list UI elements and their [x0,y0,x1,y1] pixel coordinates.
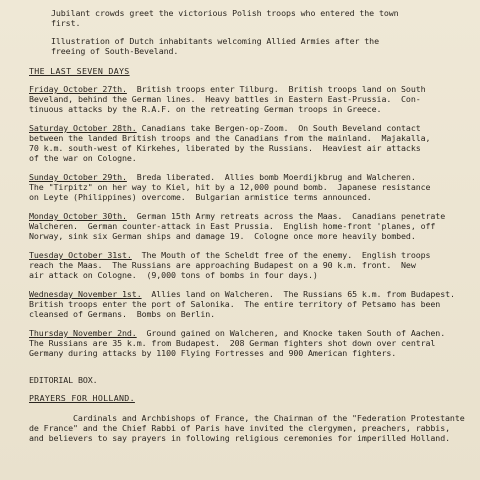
entry-date: Tuesday October 31st. [29,250,132,260]
entry-date: Sunday October 29th. [29,172,127,182]
paragraph-line: and believers to say prayers in following religious ceremonies for imperilled Holland. [29,433,450,443]
entry-text: of the war on Cologne. [29,153,137,163]
caption-line: Jubilant crowds greet the victorious Polish troops who entered the town [51,8,399,18]
entry-text: cleansed of Germans. Bombs on Berlin. [29,309,216,319]
paragraph-line: de France" and the Chief Rabbi of Paris have invited the clergymen, preachers, rabbis, [29,423,450,433]
entry-monday [29,211,469,241]
photo-caption-2 [29,36,469,56]
entry-text: on Leyte (Philippines) overcome. Bulgarian armistice terms announced. [29,192,372,202]
entry-sunday [29,172,469,202]
entry-text: air attack on Cologne. (9,000 tons of bombs in four days.) [29,270,318,280]
entry-text: Walcheren. German counter-attack in East Prussia. English home-front 'planes, off [29,221,436,231]
entry-text: Breda liberated. Allies bomb Moerdijkbrug and Walcheren. [126,172,416,182]
entry-text: Beveland, behind the German lines. Heavy battles in Eastern East-Prussia. Con- [29,94,421,104]
newsletter-text [29,8,469,443]
caption-line: freeing of South-Beveland. [51,46,179,56]
entry-date: Friday October 27th. [29,84,127,94]
entry-text: British troops enter the port of Salonika. The entire territory of Petsamo has been [29,299,441,309]
photo-caption-1 [29,8,469,28]
editorial-box-heading: EDITORIAL BOX. [29,375,98,385]
entry-date: Wednesday November 1st. [29,289,142,299]
entry-text: between the landed British troops and the Canadians from the mainland. Majakalla, [29,133,431,143]
entry-saturday [29,123,469,163]
entry-text: British troops enter Tilburg. British troops land on South [126,84,426,94]
caption-line: first. [51,18,81,28]
entry-date: Saturday October 28th. [29,123,137,133]
entry-text: Ground gained on Walcheren, and Knocke taken South of Aachen. [136,328,446,338]
entry-friday [29,84,469,114]
entry-text: reach the Maas. The Russians are approaching Budapest on a 90 k.m. front. New [29,260,416,270]
entry-text: The Mouth of the Scheldt free of the enemy. English troops [131,250,431,260]
entry-wednesday [29,289,469,319]
entry-text: Allies land on Walcheren. The Russians 65 k.m. from Budapest. [141,289,455,299]
entry-text: tinuous attacks by the R.A.F. on the retreating German troops in Greece. [29,104,382,114]
paragraph-line: Cardinals and Archbishops of France, the Chairman of the "Federation Protestante [73,413,465,423]
section-heading-last-seven-days: THE LAST SEVEN DAYS [29,66,130,76]
entry-text: Canadians take Bergen-op-Zoom. On South Beveland contact [136,123,421,133]
entry-text: The "Tirpitz" on her way to Kiel, hit by a 12,000 pound bomb. Japanese resistance [29,182,431,192]
caption-line: Illustration of Dutch inhabitants welcoming Allied Armies after the [51,36,379,46]
entry-date: Thursday November 2nd. [29,328,137,338]
entry-text: The Russians are 35 k.m. from Budapest. 208 German fighters shot down over central [29,338,436,348]
entry-text: 70 k.m. south-west of Kirkehes, liberated by the Russians. Heaviest air attacks [29,143,421,153]
prayers-paragraph [29,413,469,443]
entry-tuesday [29,250,469,280]
entry-text: Germany during attacks by 1100 Flying Fortresses and 900 American fighters. [29,348,397,358]
entry-thursday [29,328,469,358]
entry-text: Norway, sink six German ships and damage 19. Cologne once more heavily bombed. [29,231,416,241]
prayers-heading: PRAYERS FOR HOLLAND. [29,393,135,403]
entry-text: German 15th Army retreats across the Maas. Canadians penetrate [126,211,446,221]
entry-date: Monday October 30th. [29,211,127,221]
